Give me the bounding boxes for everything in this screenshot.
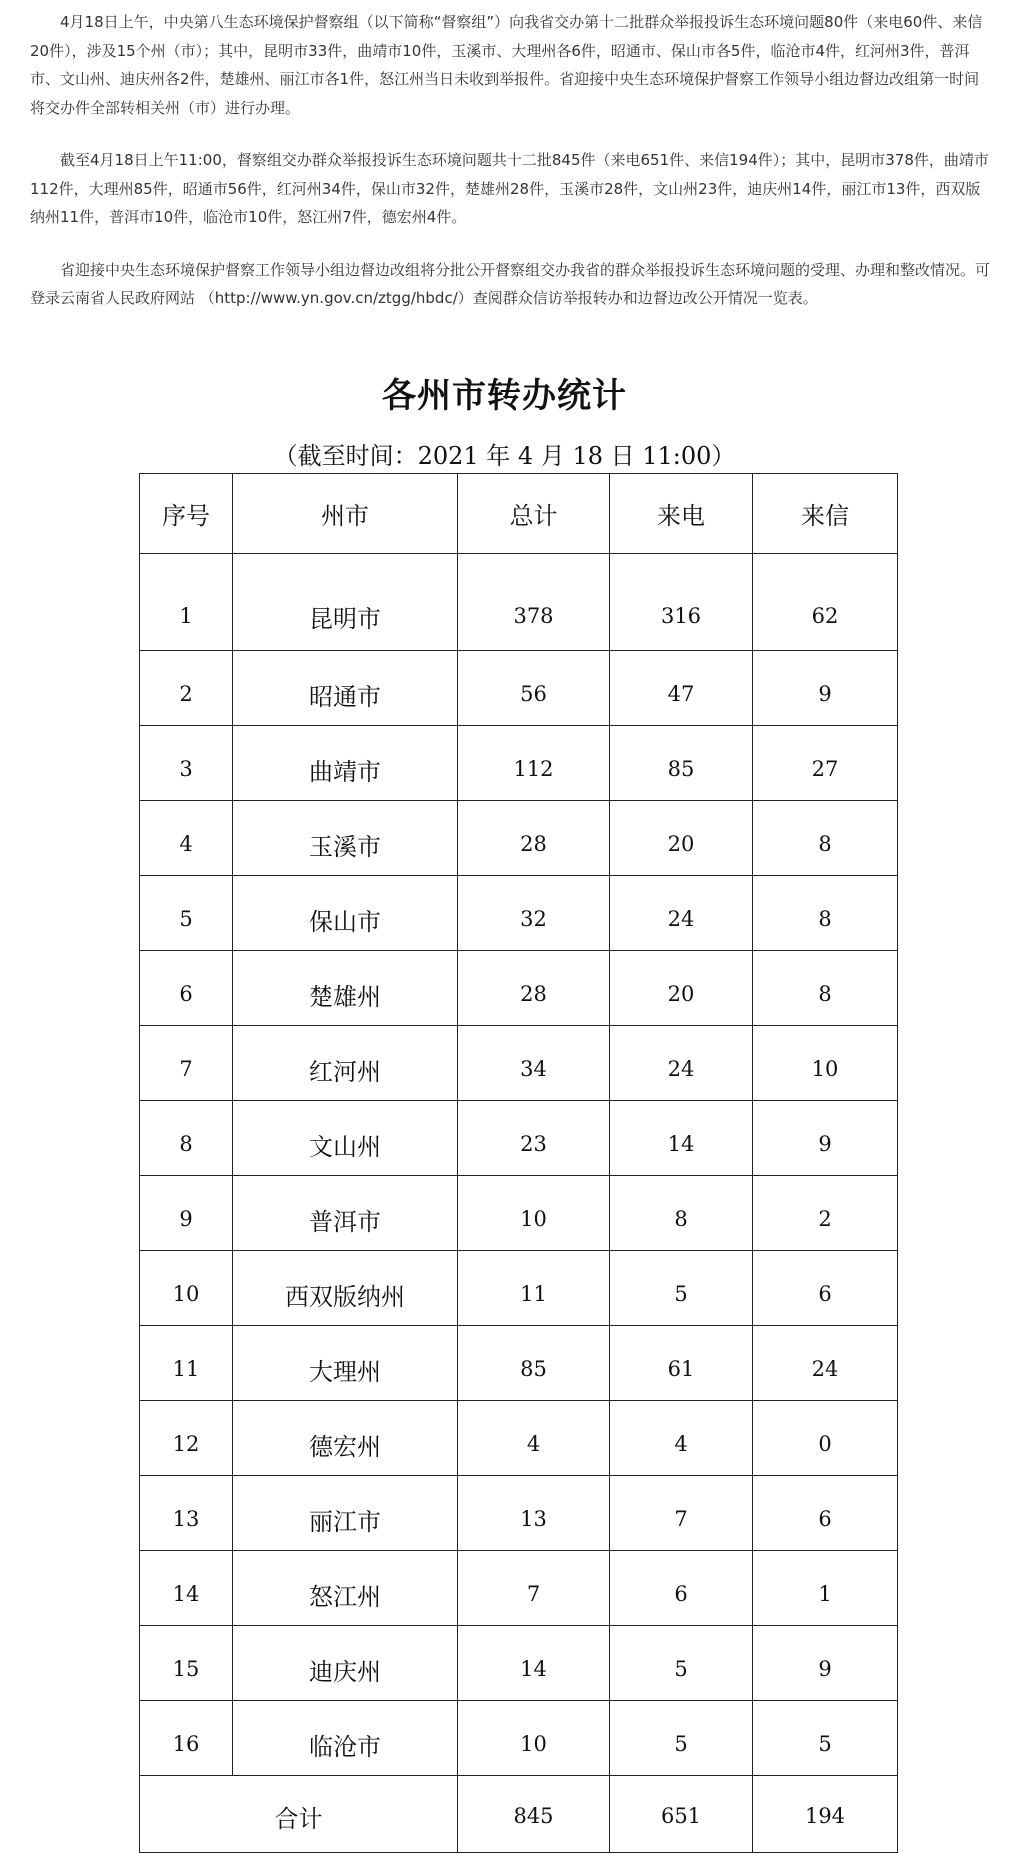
table-row	[140, 1551, 898, 1626]
total-letter: 194	[753, 1776, 898, 1853]
cell-city: 丽江市	[233, 1476, 458, 1551]
cell-total: 28	[458, 951, 610, 1026]
table-row	[140, 1476, 898, 1551]
total-phone: 651	[610, 1776, 753, 1853]
cell-total: 28	[458, 801, 610, 876]
cell-letter: 0	[753, 1401, 898, 1476]
cell-index: 3	[140, 726, 233, 801]
cell-letter: 5	[753, 1701, 898, 1776]
table-body	[140, 554, 898, 1776]
cell-phone: 47	[610, 651, 753, 726]
cell-total: 10	[458, 1701, 610, 1776]
cell-index: 8	[140, 1101, 233, 1176]
cell-city: 大理州	[233, 1326, 458, 1401]
cell-city: 怒江州	[233, 1551, 458, 1626]
cell-index: 5	[140, 876, 233, 951]
cell-index: 2	[140, 651, 233, 726]
cell-index: 1	[140, 554, 233, 651]
table-row	[140, 1701, 898, 1776]
header-phone: 来电	[610, 474, 753, 554]
cell-city: 迪庆州	[233, 1626, 458, 1701]
cell-phone: 61	[610, 1326, 753, 1401]
cell-phone: 24	[610, 876, 753, 951]
cell-phone: 6	[610, 1551, 753, 1626]
cell-index: 13	[140, 1476, 233, 1551]
cell-city: 保山市	[233, 876, 458, 951]
cell-phone: 5	[610, 1701, 753, 1776]
cell-index: 16	[140, 1701, 233, 1776]
total-label: 合计	[140, 1776, 458, 1853]
cell-phone: 20	[610, 801, 753, 876]
cell-letter: 10	[753, 1026, 898, 1101]
cell-total: 34	[458, 1026, 610, 1101]
cell-city: 德宏州	[233, 1401, 458, 1476]
table-row	[140, 1176, 898, 1251]
paragraph-intro: 4月18日上午，中央第八生态环境保护督察组（以下简称“督察组”）向我省交办第十二批群众举报投诉生态环境问题80件（来电60件、来信20件），涉及15个州（市）；其中，昆明市33件，曲靖市10件，玉溪市、大理州各6件，昭通市、保山市各5件，临沧市4件，红河州3件，普洱市、文山州、迪庆州各2件，楚雄州、丽江市各1件，怒江州当日未收到举报件。省迎接中央生态环境保护督察工作领导小组边督边改组第一时间将交办件全部转相关州（市）进行办理。	[30, 13, 983, 117]
cell-letter: 62	[753, 554, 898, 651]
cell-total: 378	[458, 554, 610, 651]
cell-city: 昭通市	[233, 651, 458, 726]
cell-city: 红河州	[233, 1026, 458, 1101]
cell-total: 10	[458, 1176, 610, 1251]
cell-phone: 7	[610, 1476, 753, 1551]
header-city: 州市	[233, 474, 458, 554]
cell-city: 楚雄州	[233, 951, 458, 1026]
table-row	[140, 1401, 898, 1476]
cell-index: 6	[140, 951, 233, 1026]
cell-index: 10	[140, 1251, 233, 1326]
cell-index: 12	[140, 1401, 233, 1476]
article-body	[30, 8, 990, 337]
cell-total: 112	[458, 726, 610, 801]
cell-letter: 8	[753, 801, 898, 876]
cell-letter: 9	[753, 651, 898, 726]
cell-total: 7	[458, 1551, 610, 1626]
cell-phone: 5	[610, 1626, 753, 1701]
paragraph-summary: 截至4月18日上午11:00，督察组交办群众举报投诉生态环境问题共十二批845件（来电651件、来信194件）；其中，昆明市378件，曲靖市112件，大理州85件，昭通市56件，红河州34件，保山市32件，楚雄州28件，玉溪市28件，文山州23件，迪庆州14件，丽江市13件，西双版纳州11件，普洱市10件，临沧市10件，怒江州7件，德宏州4件。	[30, 151, 989, 226]
cell-letter: 1	[753, 1551, 898, 1626]
cell-letter: 9	[753, 1626, 898, 1701]
cell-index: 14	[140, 1551, 233, 1626]
table-row	[140, 651, 898, 726]
cell-phone: 5	[610, 1251, 753, 1326]
table-row	[140, 951, 898, 1026]
table-row	[140, 1101, 898, 1176]
table-row	[140, 1626, 898, 1701]
cell-index: 15	[140, 1626, 233, 1701]
cell-city: 玉溪市	[233, 801, 458, 876]
cell-letter: 8	[753, 876, 898, 951]
cell-letter: 8	[753, 951, 898, 1026]
paragraph-notice: 省迎接中央生态环境保护督察工作领导小组边督边改组将分批公开督察组交办我省的群众举报投诉生态环境问题的受理、办理和整改情况。可登录云南省人民政府网站 （http://www.yn.gov.cn/ztgg/hbdc/）查阅群众信访举报转办和边督边改公开情况一览表。	[30, 260, 991, 307]
cell-phone: 85	[610, 726, 753, 801]
cell-letter: 24	[753, 1326, 898, 1401]
cell-phone: 8	[610, 1176, 753, 1251]
table-row	[140, 726, 898, 801]
cell-city: 普洱市	[233, 1176, 458, 1251]
cell-phone: 316	[610, 554, 753, 651]
cell-phone: 14	[610, 1101, 753, 1176]
table-header-row	[140, 474, 898, 554]
cell-city: 昆明市	[233, 554, 458, 651]
cell-total: 56	[458, 651, 610, 726]
table-row	[140, 876, 898, 951]
table-row	[140, 554, 898, 651]
table-row	[140, 1026, 898, 1101]
cell-phone: 20	[610, 951, 753, 1026]
cell-total: 85	[458, 1326, 610, 1401]
cell-city: 文山州	[233, 1101, 458, 1176]
header-total: 总计	[458, 474, 610, 554]
cell-letter: 2	[753, 1176, 898, 1251]
cell-total: 32	[458, 876, 610, 951]
table-title: 各州市转办统计	[382, 376, 627, 416]
table-row	[140, 1326, 898, 1401]
cell-index: 9	[140, 1176, 233, 1251]
table-total-row	[140, 1776, 898, 1853]
cell-letter: 6	[753, 1251, 898, 1326]
cell-letter: 6	[753, 1476, 898, 1551]
cell-phone: 24	[610, 1026, 753, 1101]
cell-phone: 4	[610, 1401, 753, 1476]
total-count: 845	[458, 1776, 610, 1853]
cell-city: 临沧市	[233, 1701, 458, 1776]
cell-index: 4	[140, 801, 233, 876]
cell-letter: 27	[753, 726, 898, 801]
header-letter: 来信	[753, 474, 898, 554]
cell-total: 11	[458, 1251, 610, 1326]
cell-total: 13	[458, 1476, 610, 1551]
cell-city: 曲靖市	[233, 726, 458, 801]
cell-city: 西双版纳州	[233, 1251, 458, 1326]
table-subtitle: （截至时间：2021 年 4 月 18 日 11:00）	[273, 442, 736, 470]
cell-total: 23	[458, 1101, 610, 1176]
cell-total: 4	[458, 1401, 610, 1476]
header-index: 序号	[140, 474, 233, 554]
cell-total: 14	[458, 1626, 610, 1701]
statistics-table	[139, 473, 898, 1853]
cell-index: 7	[140, 1026, 233, 1101]
table-row	[140, 1251, 898, 1326]
table-row	[140, 801, 898, 876]
cell-letter: 9	[753, 1101, 898, 1176]
cell-index: 11	[140, 1326, 233, 1401]
